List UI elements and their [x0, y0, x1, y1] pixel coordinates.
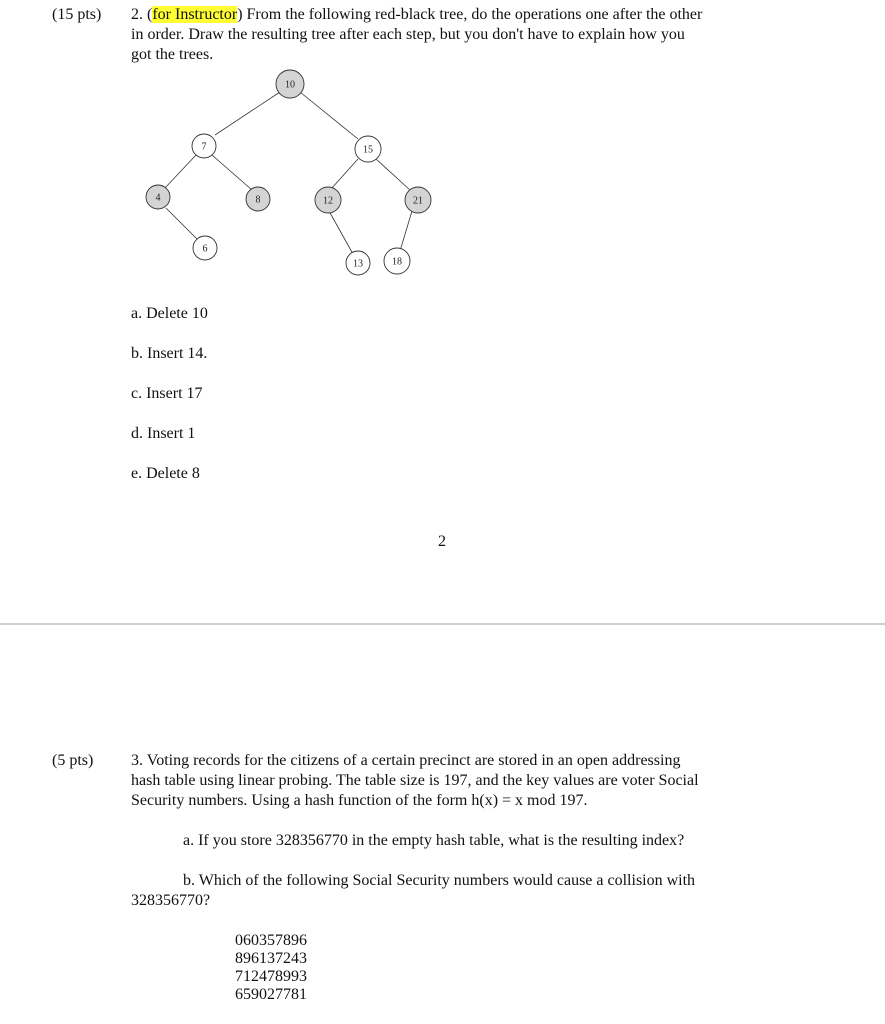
edge-10-15 — [300, 92, 358, 139]
tree-node-4 — [146, 185, 170, 209]
node-label: 18 — [392, 256, 402, 268]
q2-rparen: ) — [237, 6, 243, 23]
op-insert-17: c. Insert 17 — [131, 385, 203, 402]
tree-node-10 — [276, 70, 304, 98]
q3-line-3: Security numbers. Using a hash function of the form h(x) = x mod 197. — [131, 792, 588, 809]
op-insert-14: b. Insert 14. — [131, 345, 208, 362]
q3-part-b-line-1: b. Which of the following Social Security numbers would cause a collision with — [183, 872, 696, 889]
node-label: 8 — [255, 194, 261, 206]
q3-line-2: hash table using linear probing. The table size is 197, and the key values are voter Social — [131, 772, 699, 789]
node-label: 4 — [155, 192, 161, 204]
tree-node-13 — [346, 251, 370, 275]
page-number: 2 — [438, 533, 446, 550]
q2-line-3: got the trees. — [131, 46, 214, 63]
q3-line-1: 3. Voting records for the citizens of a certain precinct are stored in an open addressing — [131, 752, 681, 769]
tree-node-21 — [405, 187, 431, 213]
node-label: 13 — [353, 258, 363, 270]
node-label: 15 — [363, 144, 373, 156]
op-delete-8: e. Delete 8 — [131, 465, 200, 482]
red-black-tree-diagram — [0, 0, 885, 300]
tree-node-15 — [355, 136, 381, 162]
tree-node-8 — [246, 187, 270, 211]
node-label: 12 — [323, 195, 333, 207]
page-divider — [0, 623, 885, 625]
tree-node-12 — [315, 187, 341, 213]
edge-7-4 — [165, 155, 196, 188]
q3-points: (5 pts) — [52, 752, 94, 769]
q2-points: (15 pts) — [52, 6, 102, 23]
op-delete-10: a. Delete 10 — [131, 305, 208, 322]
tree-node-7 — [192, 134, 216, 158]
edge-12-13 — [329, 211, 353, 254]
node-label: 7 — [201, 141, 207, 153]
edge-4-6 — [166, 208, 197, 239]
q2-line-2: in order. Draw the resulting tree after each step, but you don't have to explain how you — [131, 26, 685, 43]
edge-15-21 — [376, 159, 410, 190]
tree-edges — [165, 92, 412, 254]
q2-line-1-rest: From the following red-black tree, do the operations one after the other — [242, 6, 703, 23]
tree-node-18 — [384, 248, 410, 274]
edge-10-7 — [215, 92, 280, 135]
ssn-item: 060357896 — [235, 932, 307, 949]
edge-7-8 — [212, 155, 252, 190]
ssn-item: 712478993 — [235, 968, 307, 985]
node-label: 21 — [413, 195, 423, 207]
for-instructor-highlight: for Instructor — [152, 6, 238, 23]
ssn-item: 659027781 — [235, 986, 307, 1003]
tree-node-6 — [193, 236, 217, 260]
ssn-item: 896137243 — [235, 950, 307, 967]
op-insert-1: d. Insert 1 — [131, 425, 196, 442]
edge-15-12 — [331, 159, 358, 189]
node-label: 6 — [202, 243, 208, 255]
q2-lparen: ( — [147, 6, 153, 23]
edge-21-18 — [400, 211, 412, 251]
q2-number: 2. — [131, 6, 143, 23]
q3-part-b-line-2: 328356770? — [131, 892, 211, 909]
q3-part-a: a. If you store 328356770 in the empty hash table, what is the resulting index? — [183, 832, 685, 849]
tree-nodes — [146, 70, 431, 275]
node-label: 10 — [285, 79, 295, 91]
